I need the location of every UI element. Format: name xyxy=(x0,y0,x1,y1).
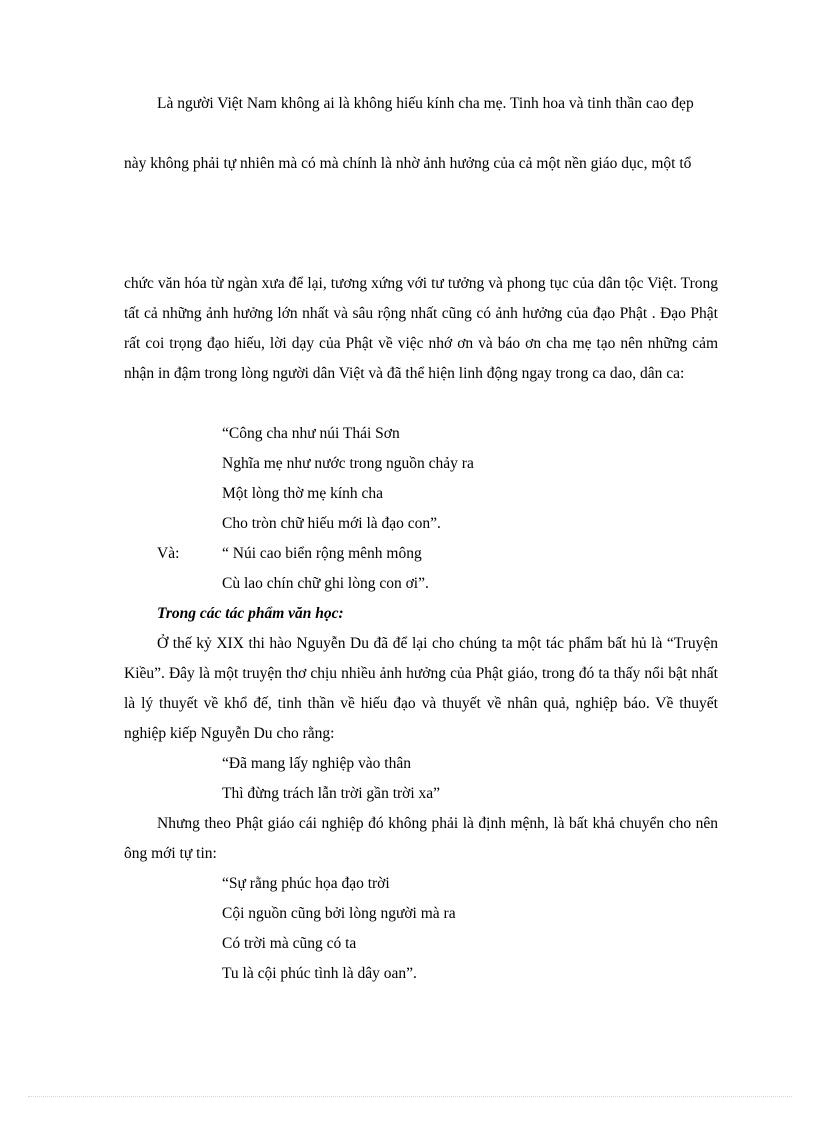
paragraph-culture: chức văn hóa từ ngàn xưa để lại, tương xứng với tư tưởng và phong tục của dân tộc Việt. Trong tất cả những ảnh hưởng lớn nhất và sâu rộng nhất cũng có ảnh hưởng của đạo Phật . Đạo Phật rất coi trọng đạo hiếu, lời dạy của Phật về việc nhớ ơn và báo ơn cha mẹ tạo nên những cảm nhận in đậm trong lòng người dân Việt và đã thể hiện linh động ngay trong ca dao, dân ca: xyxy=(124,275,718,382)
verse-line: Cho tròn chữ hiếu mới là đạo con”. xyxy=(222,515,441,532)
verse-line: Nghĩa mẹ như nước trong nguồn chảy ra xyxy=(222,455,474,472)
verse-line: Có trời mà cũng có ta xyxy=(222,935,357,952)
verse-line: “Sự rằng phúc họa đạo trời xyxy=(222,875,390,892)
verse-line: “Công cha như núi Thái Sơn xyxy=(222,425,400,442)
verse-line: Tu là cội phúc tình là dây oan”. xyxy=(222,965,417,982)
verse-line: “ Núi cao biển rộng mênh mông xyxy=(222,545,422,562)
va-label: Và: xyxy=(157,545,180,562)
paragraph-intro-2: này không phải tự nhiên mà có mà chính là nhờ ảnh hưởng của cả một nền giáo dục, một tổ xyxy=(124,155,692,172)
verse-line: Cội nguồn cũng bởi lòng người mà ra xyxy=(222,905,456,922)
verse-line: Cù lao chín chữ ghi lòng con ơi”. xyxy=(222,575,429,592)
verse-line: Một lòng thờ mẹ kính cha xyxy=(222,485,384,502)
verse-line: “Đã mang lấy nghiệp vào thân xyxy=(222,755,411,772)
section-heading: Trong các tác phẩm văn học: xyxy=(157,605,344,622)
verse-line: Thì đừng trách lẫn trời gần trời xa” xyxy=(222,785,441,802)
paragraph-nghiep: Nhưng theo Phật giáo cái nghiệp đó không phải là định mệnh, là bất khả chuyển cho nên ông mới tự tin: xyxy=(124,815,718,862)
paragraph-truyen-kieu: Ở thế kỷ XIX thi hào Nguyễn Du đã để lại cho chúng ta một tác phẩm bất hủ là “Truyện Kiều”. Đây là một truyện thơ chịu nhiều ảnh hưởng của Phật giáo, trong đó ta thấy nổi bật nhất là lý thuyết về khổ đế, tinh thần về hiếu đạo và thuyết về nhân quả, nghiệp báo. Về thuyết nghiệp kiếp Nguyễn Du cho rằng: xyxy=(124,635,718,742)
footer-divider xyxy=(28,1096,792,1097)
paragraph-intro-1: Là người Việt Nam không ai là không hiếu kính cha mẹ. Tinh hoa và tinh thần cao đẹp xyxy=(157,95,694,112)
